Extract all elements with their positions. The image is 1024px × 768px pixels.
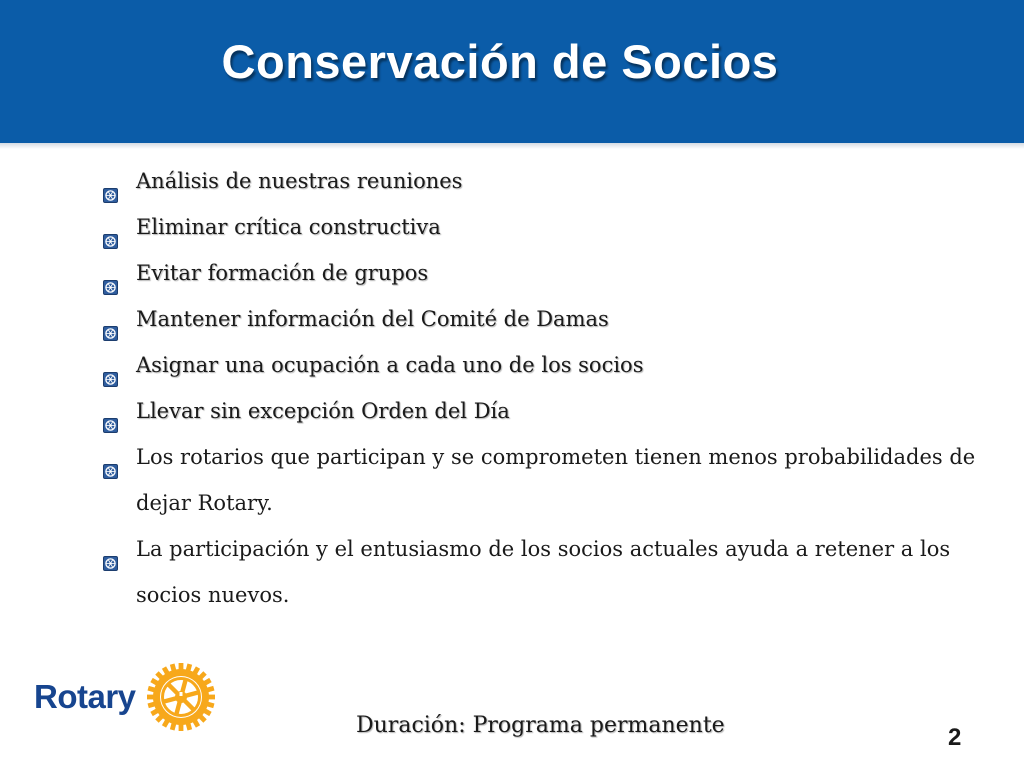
bullet-text: Asignar una ocupación a cada uno de los socios bbox=[136, 353, 644, 377]
bullet-text: Mantener información del Comité de Damas bbox=[136, 307, 609, 331]
rotary-wheel-icon bbox=[103, 541, 118, 556]
bullet-item bbox=[102, 250, 982, 296]
bullet-list bbox=[102, 158, 982, 618]
rotary-wheel-icon bbox=[103, 357, 118, 372]
rotary-wheel-logo-icon bbox=[146, 662, 216, 732]
bullet-item bbox=[102, 158, 982, 204]
bullet-item bbox=[102, 526, 982, 618]
rotary-wheel-icon bbox=[103, 311, 118, 326]
rotary-wheel-icon bbox=[103, 449, 118, 464]
rotary-wheel-icon bbox=[103, 265, 118, 280]
rotary-wheel-icon bbox=[103, 219, 118, 234]
bullet-text: Los rotarios que participan y se comprometen tienen menos probabilidades de dejar Rotary. bbox=[136, 445, 976, 515]
bullet-text: Análisis de nuestras reuniones bbox=[136, 169, 463, 193]
bullet-item bbox=[102, 204, 982, 250]
bullet-item bbox=[102, 342, 982, 388]
footer-duration: Duración: Programa permanente bbox=[356, 713, 725, 738]
bullet-text: La participación y el entusiasmo de los socios actuales ayuda a retener a los socios nuevos. bbox=[136, 537, 951, 607]
bullet-text: Eliminar crítica constructiva bbox=[136, 215, 441, 239]
rotary-logo bbox=[34, 660, 224, 740]
bullet-text: Evitar formación de grupos bbox=[136, 261, 429, 285]
page-number: 2 bbox=[948, 724, 962, 751]
bullet-item bbox=[102, 434, 982, 526]
rotary-wheel-icon bbox=[103, 403, 118, 418]
banner-divider bbox=[0, 143, 1024, 149]
bullet-item bbox=[102, 296, 982, 342]
bullet-text: Llevar sin excepción Orden del Día bbox=[136, 399, 510, 423]
rotary-wheel-icon bbox=[103, 173, 118, 188]
slide-title: Conservación de Socios bbox=[221, 35, 779, 88]
bullet-item bbox=[102, 388, 982, 434]
logo-wordmark: Rotary bbox=[34, 678, 136, 715]
